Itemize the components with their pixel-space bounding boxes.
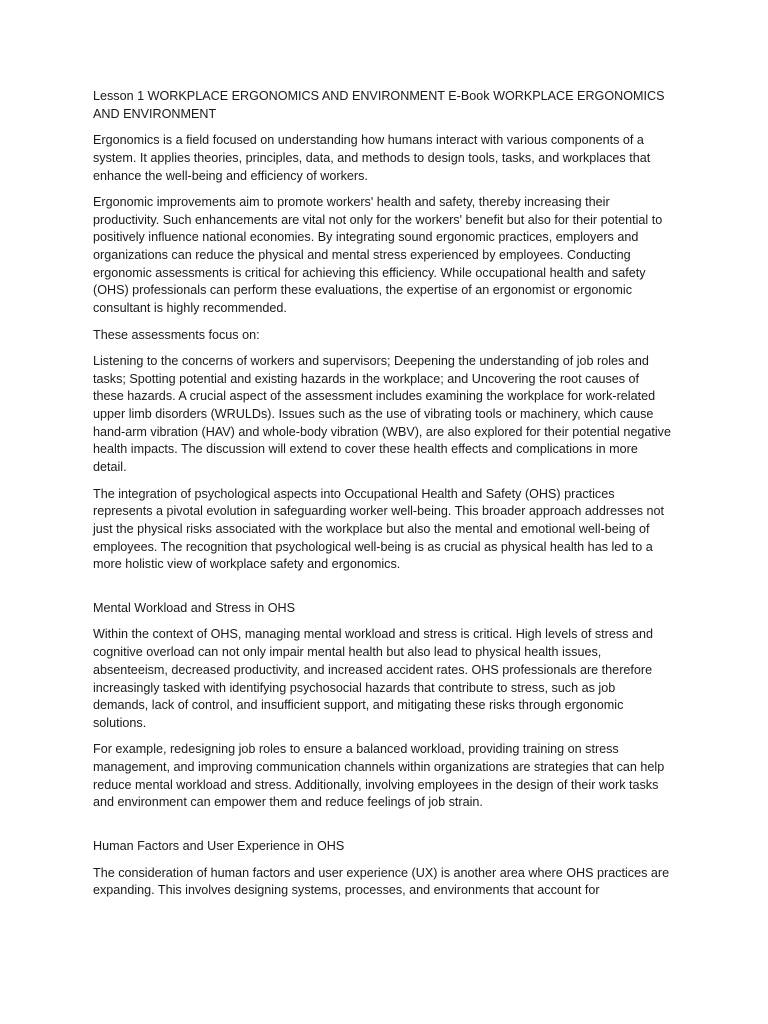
section1-paragraph-2: For example, redesigning job roles to ensure a balanced workload, providing training on stress management, and improving communication channels within organizations are strategies that can help reduce mental workload and stress. Additionally, involving employees in the design of their work tasks and environment can empower them and reduce feelings of job strain. <box>93 742 665 810</box>
intro-paragraph-5: The integration of psychological aspects into Occupational Health and Safety (OHS) practices represents a pivotal evolution in safeguarding worker well-being. This broader approach addresses not just the physical risks associated with the workplace but also the mental and emotional well-being of employees. The recognition that psychological well-being is as crucial as physical health has led to a more holistic view of workplace safety and ergonomics. <box>93 486 665 572</box>
intro-paragraph-1: Ergonomics is a field focused on understanding how humans interact with various components of a system. It applies theories, principles, data, and methods to design tools, tasks, and workplaces that enhance the well-being and efficiency of workers. <box>93 133 651 183</box>
intro-paragraph-4: Listening to the concerns of workers and supervisors; Deepening the understanding of job roles and tasks; Spotting potential and existing hazards in the workplace; and Uncovering the root causes of these hazards. A crucial aspect of the assessment includes examining the workplace for work-related upper limb disorders (WRULDs). Issues such as the use of vibrating tools or machinery, which cause hand-arm vibration (HAV) and whole-body vibration (WBV), are also explored for their potential negative health impacts. The discussion will extend to cover these health effects and complications in more detail. <box>93 353 671 475</box>
intro-paragraph-3: These assessments focus on: <box>93 327 260 342</box>
section1-paragraph-1: Within the context of OHS, managing mental workload and stress is critical. High levels of stress and cognitive overload can not only impair mental health but also lead to physical health issues, absenteeism, decreased productivity, and increased accident rates. OHS professionals are therefore increasingly tasked with identifying psychosocial hazards that contribute to stress, such as job demands, lack of control, and insufficient support, and mitigating these risks through ergonomic solutions. <box>93 627 653 730</box>
document-page <box>93 88 673 909</box>
section-heading-human-factors: Human Factors and User Experience in OHS <box>93 839 345 854</box>
section2-paragraph-1: The consideration of human factors and user experience (UX) is another area where OHS practices are expanding. This involves designing systems, processes, and environments that account for <box>93 865 670 898</box>
document-title: Lesson 1 WORKPLACE ERGONOMICS AND ENVIRONMENT E-Book WORKPLACE ERGONOMICS AND ENVIRONMENT <box>93 89 665 121</box>
intro-paragraph-2: Ergonomic improvements aim to promote workers' health and safety, thereby increasing their productivity. Such enhancements are vital not only for the workers' benefit but also for their potential to positively influence national economies. By integrating sound ergonomic practices, employers and organizations can reduce the physical and mental stress experienced by employees. Conducting ergonomic assessments is critical for achieving this efficiency. While occupational health and safety (OHS) professionals can perform these evaluations, the expertise of an ergonomist or ergonomic consultant is highly recommended. <box>93 194 663 316</box>
section-heading-mental-workload: Mental Workload and Stress in OHS <box>93 601 296 616</box>
